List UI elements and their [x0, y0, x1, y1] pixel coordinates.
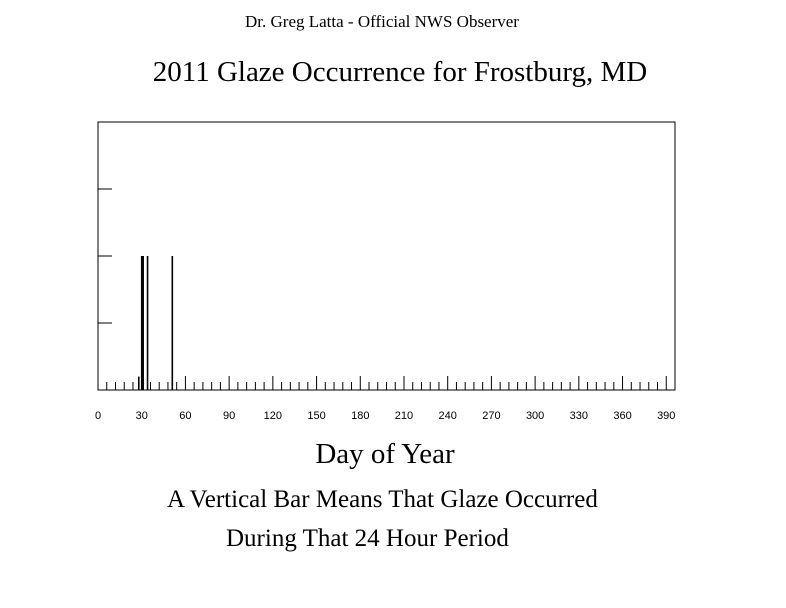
x-tick-label: 390 [657, 410, 676, 422]
x-tick-label: 120 [263, 410, 283, 422]
x-tick-label: 360 [613, 410, 632, 422]
x-tick-label: 30 [135, 410, 148, 422]
x-tick-label: 60 [179, 410, 192, 422]
legend-note-line2: During That 24 Hour Period [226, 525, 509, 552]
x-tick-label: 330 [569, 410, 589, 422]
x-ticks [98, 376, 666, 390]
y-ticks [98, 189, 112, 323]
x-tick-label: 150 [307, 410, 326, 422]
observer-credit: Dr. Greg Latta - Official NWS Observer [245, 12, 519, 31]
x-tick-label: 90 [223, 410, 236, 422]
x-tick-label: 180 [351, 410, 370, 422]
x-tick-label: 240 [438, 410, 457, 422]
x-axis-label: Day of Year [315, 438, 455, 470]
x-tick-label: 0 [94, 410, 102, 422]
plot-frame [98, 122, 675, 390]
legend-note-line1: A Vertical Bar Means That Glaze Occurred [167, 486, 598, 513]
chart-title: 2011 Glaze Occurrence for Frostburg, MD [152, 56, 648, 88]
x-tick-label: 270 [482, 410, 501, 422]
x-tick-label: 300 [525, 410, 545, 422]
glaze-bars [139, 256, 173, 390]
x-tick-label: 210 [394, 410, 414, 422]
x-tick-labels [95, 410, 675, 422]
